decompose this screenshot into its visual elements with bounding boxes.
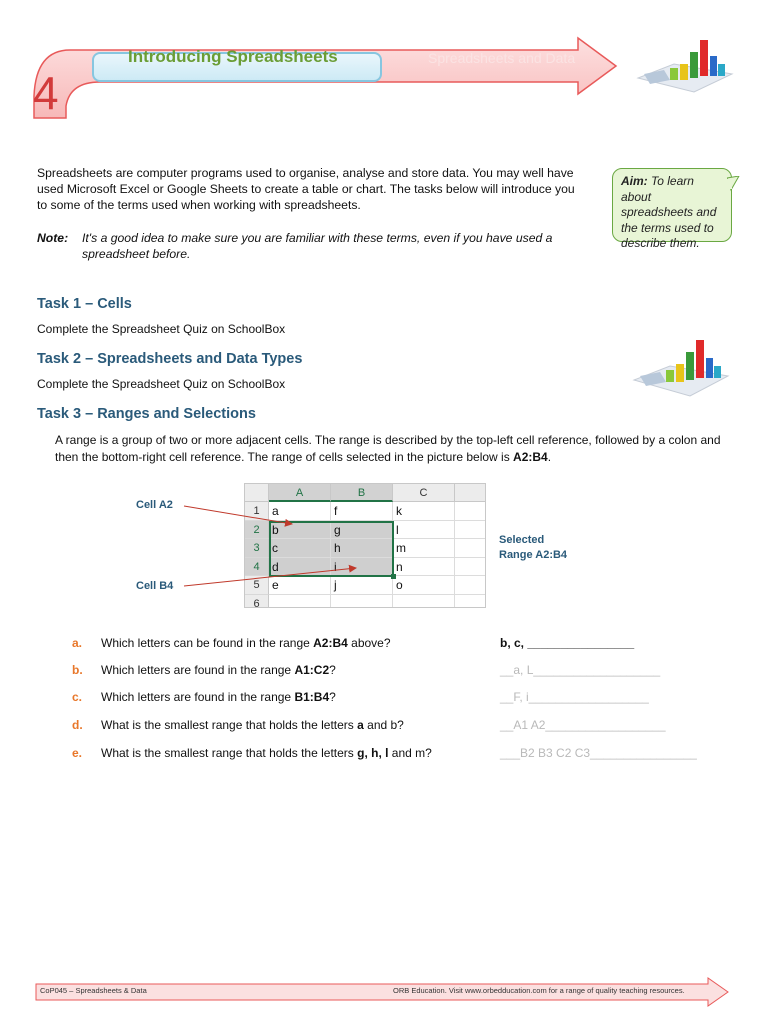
question-text — [101, 636, 391, 650]
column-header-b: B — [331, 484, 393, 502]
callout-selected-line2: Range A2:B4 — [499, 549, 568, 561]
question-text-before: Which letters are found in the range — [101, 663, 295, 677]
question-range: A1:C2 — [294, 663, 330, 677]
question-text — [101, 690, 336, 704]
answer-field[interactable]: __A1 A2__________________ — [500, 718, 666, 732]
question-text — [101, 746, 432, 760]
answer-field[interactable]: b, c, ________________ — [500, 636, 635, 650]
page-title: Introducing Spreadsheets — [128, 47, 338, 66]
question-text-after: above? — [347, 636, 391, 650]
task2-text: Complete the Spreadsheet Quiz on SchoolBox — [37, 377, 286, 391]
range-description-text: A range is a group of two or more adjacent cells. The range is described by the top-left cell reference, followed by a colon and then the bottom-right cell reference. The range of cells selected in the picture below is — [55, 433, 721, 464]
cell-c2: l — [393, 521, 455, 540]
cell-b3: h — [331, 539, 393, 558]
subject-label: Spreadsheets and Data — [428, 50, 576, 66]
row-header: 5 — [245, 576, 269, 595]
answer-field[interactable]: __a, L___________________ — [500, 663, 661, 677]
question-text-before: Which letters can be found in the range — [101, 636, 314, 650]
question-text-after: ? — [329, 663, 336, 677]
question-range: B1:B4 — [294, 690, 330, 704]
cell-c5: o — [393, 576, 455, 595]
task2-heading: Task 2 – Spreadsheets and Data Types — [37, 351, 303, 367]
cell-b2: g — [331, 521, 393, 540]
footer-course-code: CoP045 – Spreadsheets & Data — [40, 986, 147, 995]
question-letter: b. — [72, 663, 83, 677]
cell-c4: n — [393, 558, 455, 577]
question-text — [101, 663, 336, 677]
footer-publisher: ORB Education. Visit www.orbedducation.com for a range of quality teaching resources. — [393, 986, 685, 995]
row-header: 4 — [245, 558, 269, 577]
intro-paragraph: Spreadsheets are computer programs used to organise, analyse and store data. You may well have used Microsoft Excel or Google Sheets to create a table or chart. The tasks below will introduce you to some of the terms used when working with spreadsheets. — [37, 166, 575, 212]
question-text-before: Which letters are found in the range — [101, 690, 295, 704]
aim-text: To learn about spreadsheets and the terms used to describe them. — [621, 174, 717, 250]
question-letter: c. — [72, 690, 83, 704]
range-description-range: A2:B4 — [513, 450, 548, 464]
question-letter: a. — [72, 636, 83, 650]
question-range: A2:B4 — [313, 636, 348, 650]
task1-heading: Task 1 – Cells — [37, 296, 132, 312]
callout-selected-line1: Selected — [499, 534, 545, 546]
question-letter: e. — [72, 746, 83, 760]
question-text-after: and m? — [388, 746, 432, 760]
cell-a5: e — [269, 576, 331, 595]
cell-b5: j — [331, 576, 393, 595]
cell-a4: d — [269, 558, 331, 577]
row-header: 6 — [245, 595, 269, 609]
note-text: It's a good idea to make sure you are familiar with these terms, even if you have used a spreadsheet before. — [82, 231, 553, 261]
callout-cell-a2: Cell A2 — [136, 499, 173, 511]
cell-b4: i — [331, 558, 393, 577]
cell-a2: b — [269, 521, 331, 540]
unit-number: 4 — [33, 67, 59, 119]
range-description-end: . — [547, 450, 552, 464]
callout-cell-b4: Cell B4 — [136, 580, 174, 592]
cell-a3: c — [269, 539, 331, 558]
question-text-before: What is the smallest range that holds the letters — [101, 746, 358, 760]
cell-c1: k — [393, 502, 455, 521]
task3-heading: Task 3 – Ranges and Selections — [37, 406, 256, 422]
question-text-after: and b? — [363, 718, 404, 732]
column-header-a: A — [269, 484, 331, 502]
task1-text: Complete the Spreadsheet Quiz on SchoolBox — [37, 322, 286, 336]
answer-field[interactable]: ___B2 B3 C2 C3________________ — [500, 746, 697, 760]
question-letter: d. — [72, 718, 83, 732]
row-header: 3 — [245, 539, 269, 558]
question-range: g, h, l — [357, 746, 389, 760]
callout-selected-range — [499, 533, 567, 563]
cell-a1: a — [269, 502, 331, 521]
aim-label: Aim: — [621, 174, 648, 188]
question-text-before: What is the smallest range that holds the letters — [101, 718, 358, 732]
question-range: a — [357, 718, 364, 732]
question-text — [101, 718, 404, 732]
row-header: 2 — [245, 521, 269, 540]
question-text-after: ? — [329, 690, 336, 704]
column-header-c: C — [393, 484, 455, 502]
answer-field[interactable]: __F, i__________________ — [500, 690, 649, 704]
row-header: 1 — [245, 502, 269, 521]
cell-c3: m — [393, 539, 455, 558]
cell-b1: f — [331, 502, 393, 521]
note-label: Note: — [37, 231, 69, 245]
